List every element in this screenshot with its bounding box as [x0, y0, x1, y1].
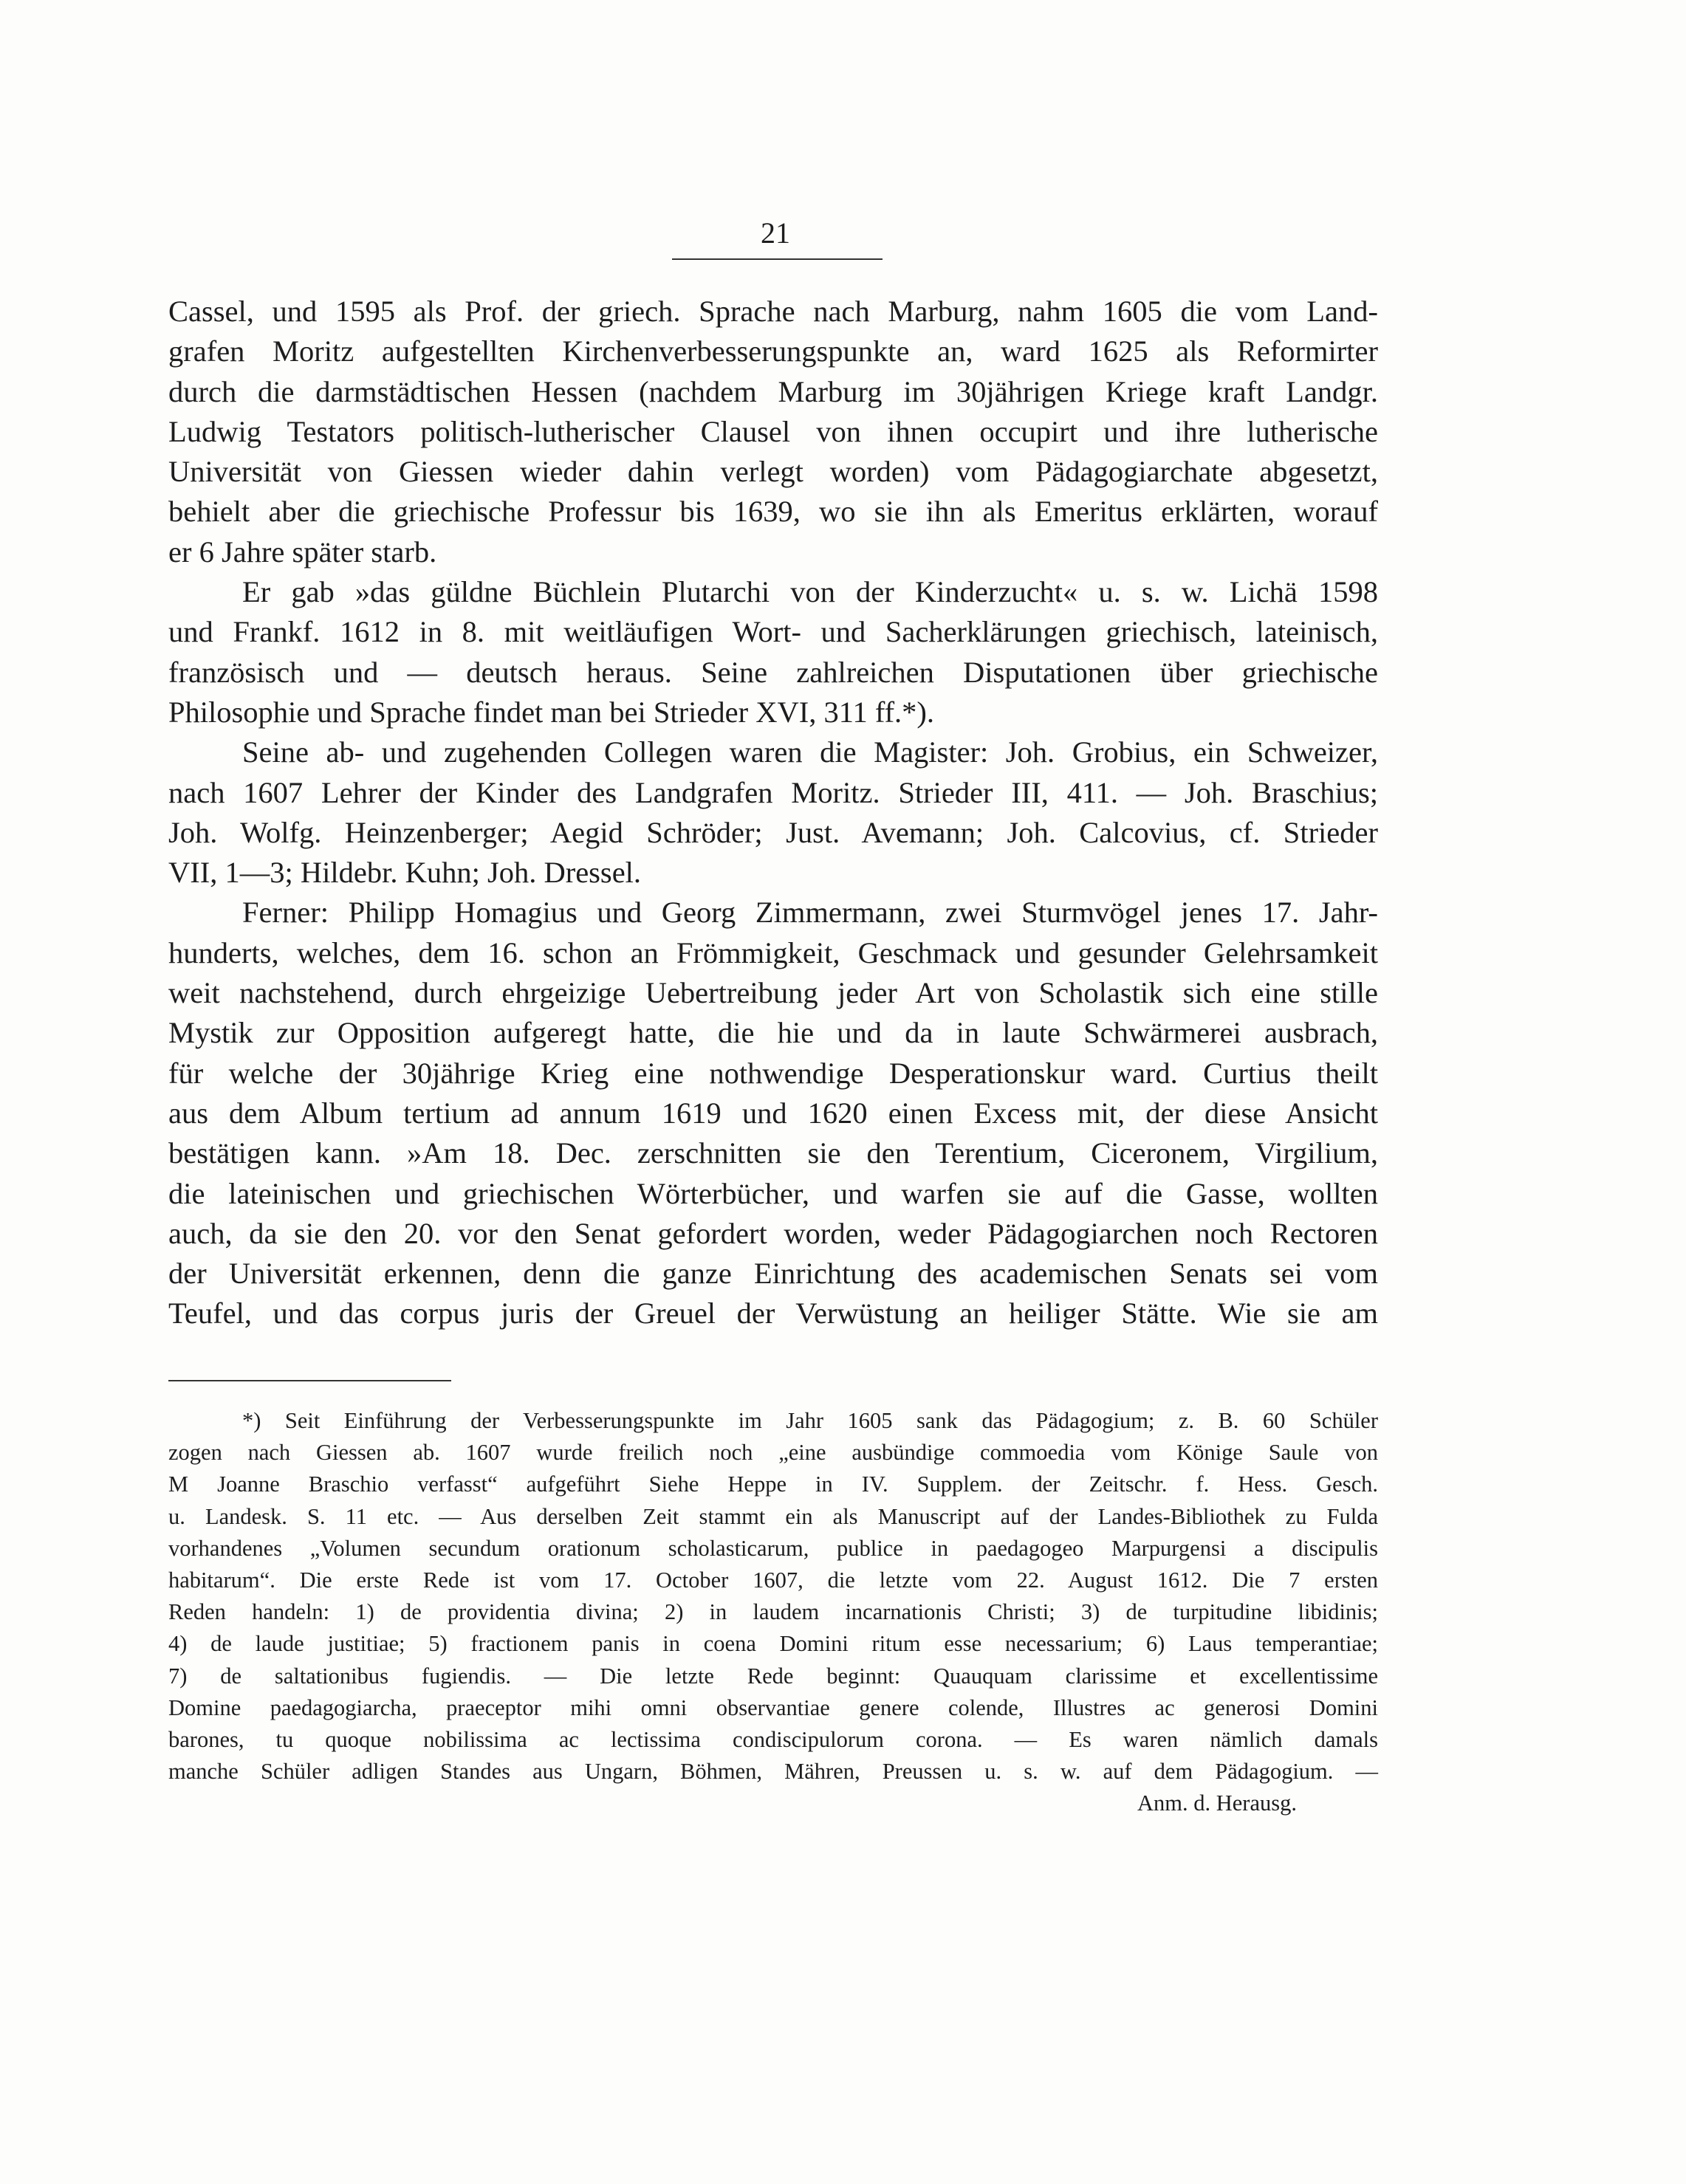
footnote-line: M Joanne Braschio verfasst“ aufgeführt Siehe Heppe in IV. Supplem. der Zeitschr. f. Hess. Gesch. — [168, 1472, 1378, 1497]
text-line: behielt aber die griechische Professur bis 1639, wo sie ihn als Emeritus erklärten, worauf — [168, 495, 1378, 529]
text-line: Ferner: Philipp Homagius und Georg Zimmermann, zwei Sturmvögel jenes 17. Jahr- — [242, 896, 1378, 930]
text-line: hunderts, welches, dem 16. schon an Frömmigkeit, Geschmack und gesunder Gelehrsamkeit — [168, 935, 1378, 969]
text-line: auch, da sie den 20. vor den Senat gefordert worden, weder Pädagogiarchen noch Rectoren — [168, 1216, 1378, 1250]
text-line: die lateinischen und griechischen Wörterbücher, und warfen sie auf die Gasse, wollten — [168, 1176, 1378, 1210]
text-line: nach 1607 Lehrer der Kinder des Landgrafen Moritz. Strieder III, 411. — Joh. Braschius; — [168, 775, 1378, 809]
text-line: weit nachstehend, durch ehrgeizige Uebertreibung jeder Art von Scholastik sich eine stille — [168, 976, 1378, 1010]
text-line: Mystik zur Opposition aufgeregt hatte, die hie und da in laute Schwärmerei ausbrach, — [168, 1016, 1378, 1050]
text-line: Er gab »das güldne Büchlein Plutarchi von der Kinderzucht« u. s. w. Lichä 1598 — [242, 575, 1378, 609]
text-line: Seine ab- und zugehenden Collegen waren die Magister: Joh. Grobius, ein Schweizer, — [242, 735, 1378, 769]
text-line: Philosophie und Sprache findet man bei Strieder XVI, 311 ff.*). — [168, 695, 935, 729]
text-line: bestätigen kann. »Am 18. Dec. zerschnitten sie den Terentium, Ciceronem, Virgilium, — [168, 1136, 1378, 1170]
text-line: Joh. Wolfg. Heinzenberger; Aegid Schröder; Just. Avemann; Joh. Calcovius, cf. Strieder — [168, 815, 1378, 849]
text-line: Ludwig Testators politisch-lutherischer Clausel von ihnen occupirt und ihre lutherische — [168, 414, 1378, 448]
text-line: und Frankf. 1612 in 8. mit weitläufigen Wort- und Sacherklärungen griechisch, lateinisch, — [168, 615, 1378, 649]
text-line: grafen Moritz aufgestellten Kirchenverbesserungspunkte an, ward 1625 als Reformirter — [168, 334, 1378, 368]
header-rule — [672, 258, 883, 260]
footnote-line: u. Landesk. S. 11 etc. — Aus derselben Zeit stammt ein als Manuscript auf der Landes-Bibliothek zu Fulda — [168, 1503, 1378, 1529]
footnote-line: zogen nach Giessen ab. 1607 wurde freilich noch „eine ausbündige commoedia vom Könige Saule von — [168, 1440, 1378, 1466]
text-line: Cassel, und 1595 als Prof. der griech. Sprache nach Marburg, nahm 1605 die vom Land- — [168, 295, 1378, 328]
text-line: er 6 Jahre später starb. — [168, 535, 437, 569]
footnote-line: Reden handeln: 1) de providentia divina; 2) in laudem incarnationis Christi; 3) de turpitudine libidinis; — [168, 1599, 1378, 1625]
text-line: der Universität erkennen, denn die ganze Einrichtung des academischen Senats sei vom — [168, 1257, 1378, 1291]
main-text-block — [168, 292, 1378, 1334]
footnote-line: Domine paedagogiarcha, praeceptor mihi omni observantiae genere colende, Illustres ac generosi Domini — [168, 1694, 1378, 1720]
text-line: für welche der 30jährige Krieg eine nothwendige Desperationskur ward. Curtius theilt — [168, 1056, 1378, 1090]
text-line: aus dem Album tertium ad annum 1619 und 1620 einen Excess mit, der diese Ansicht — [168, 1096, 1378, 1130]
footnote-line: 4) de laude justitiae; 5) fractionem panis in coena Domini ritum esse necessarium; 6) Laus temperantiae; — [168, 1631, 1378, 1657]
text-line: VII, 1—3; Hildebr. Kuhn; Joh. Dressel. — [168, 856, 642, 890]
text-line: durch die darmstädtischen Hessen (nachdem Marburg im 30jährigen Kriege kraft Landgr. — [168, 374, 1378, 408]
footnote-separator — [168, 1380, 451, 1381]
footnote-block — [168, 1405, 1378, 1820]
footnote-line: manche Schüler adligen Standes aus Ungarn, Böhmen, Mähren, Preussen u. s. w. auf dem Pädagogium. — — [168, 1759, 1378, 1785]
page-number: 21 — [761, 216, 790, 250]
footnote-line: vorhandenes „Volumen secundum orationum scholasticarum, publice in paedagogeo Marpurgensi a discipulis — [168, 1535, 1378, 1561]
footnote-line: *) Seit Einführung der Verbesserungspunkte im Jahr 1605 sank das Pädagogium; z. B. 60 Schüler — [242, 1408, 1378, 1433]
text-line: französisch und — deutsch heraus. Seine zahlreichen Disputationen über griechische — [168, 655, 1378, 689]
footnote-attribution: Anm. d. Herausg. — [1137, 1790, 1297, 1816]
footnote-line: barones, tu quoque nobilissima ac lectissima condiscipulorum corona. — Es waren nämlich damals — [168, 1727, 1378, 1753]
footnote-line: 7) de saltationibus fugiendis. — Die letzte Rede beginnt: Quauquam clarissime et excellentissime — [168, 1663, 1378, 1689]
footnote-line: habitarum“. Die erste Rede ist vom 17. October 1607, die letzte vom 22. August 1612. Die 7 ersten — [168, 1567, 1378, 1593]
text-line: Universität von Giessen wieder dahin verlegt worden) vom Pädagogiarchate abgesetzt, — [168, 455, 1378, 489]
text-line: Teufel, und das corpus juris der Greuel der Verwüstung an heiliger Stätte. Wie sie am — [168, 1297, 1378, 1330]
